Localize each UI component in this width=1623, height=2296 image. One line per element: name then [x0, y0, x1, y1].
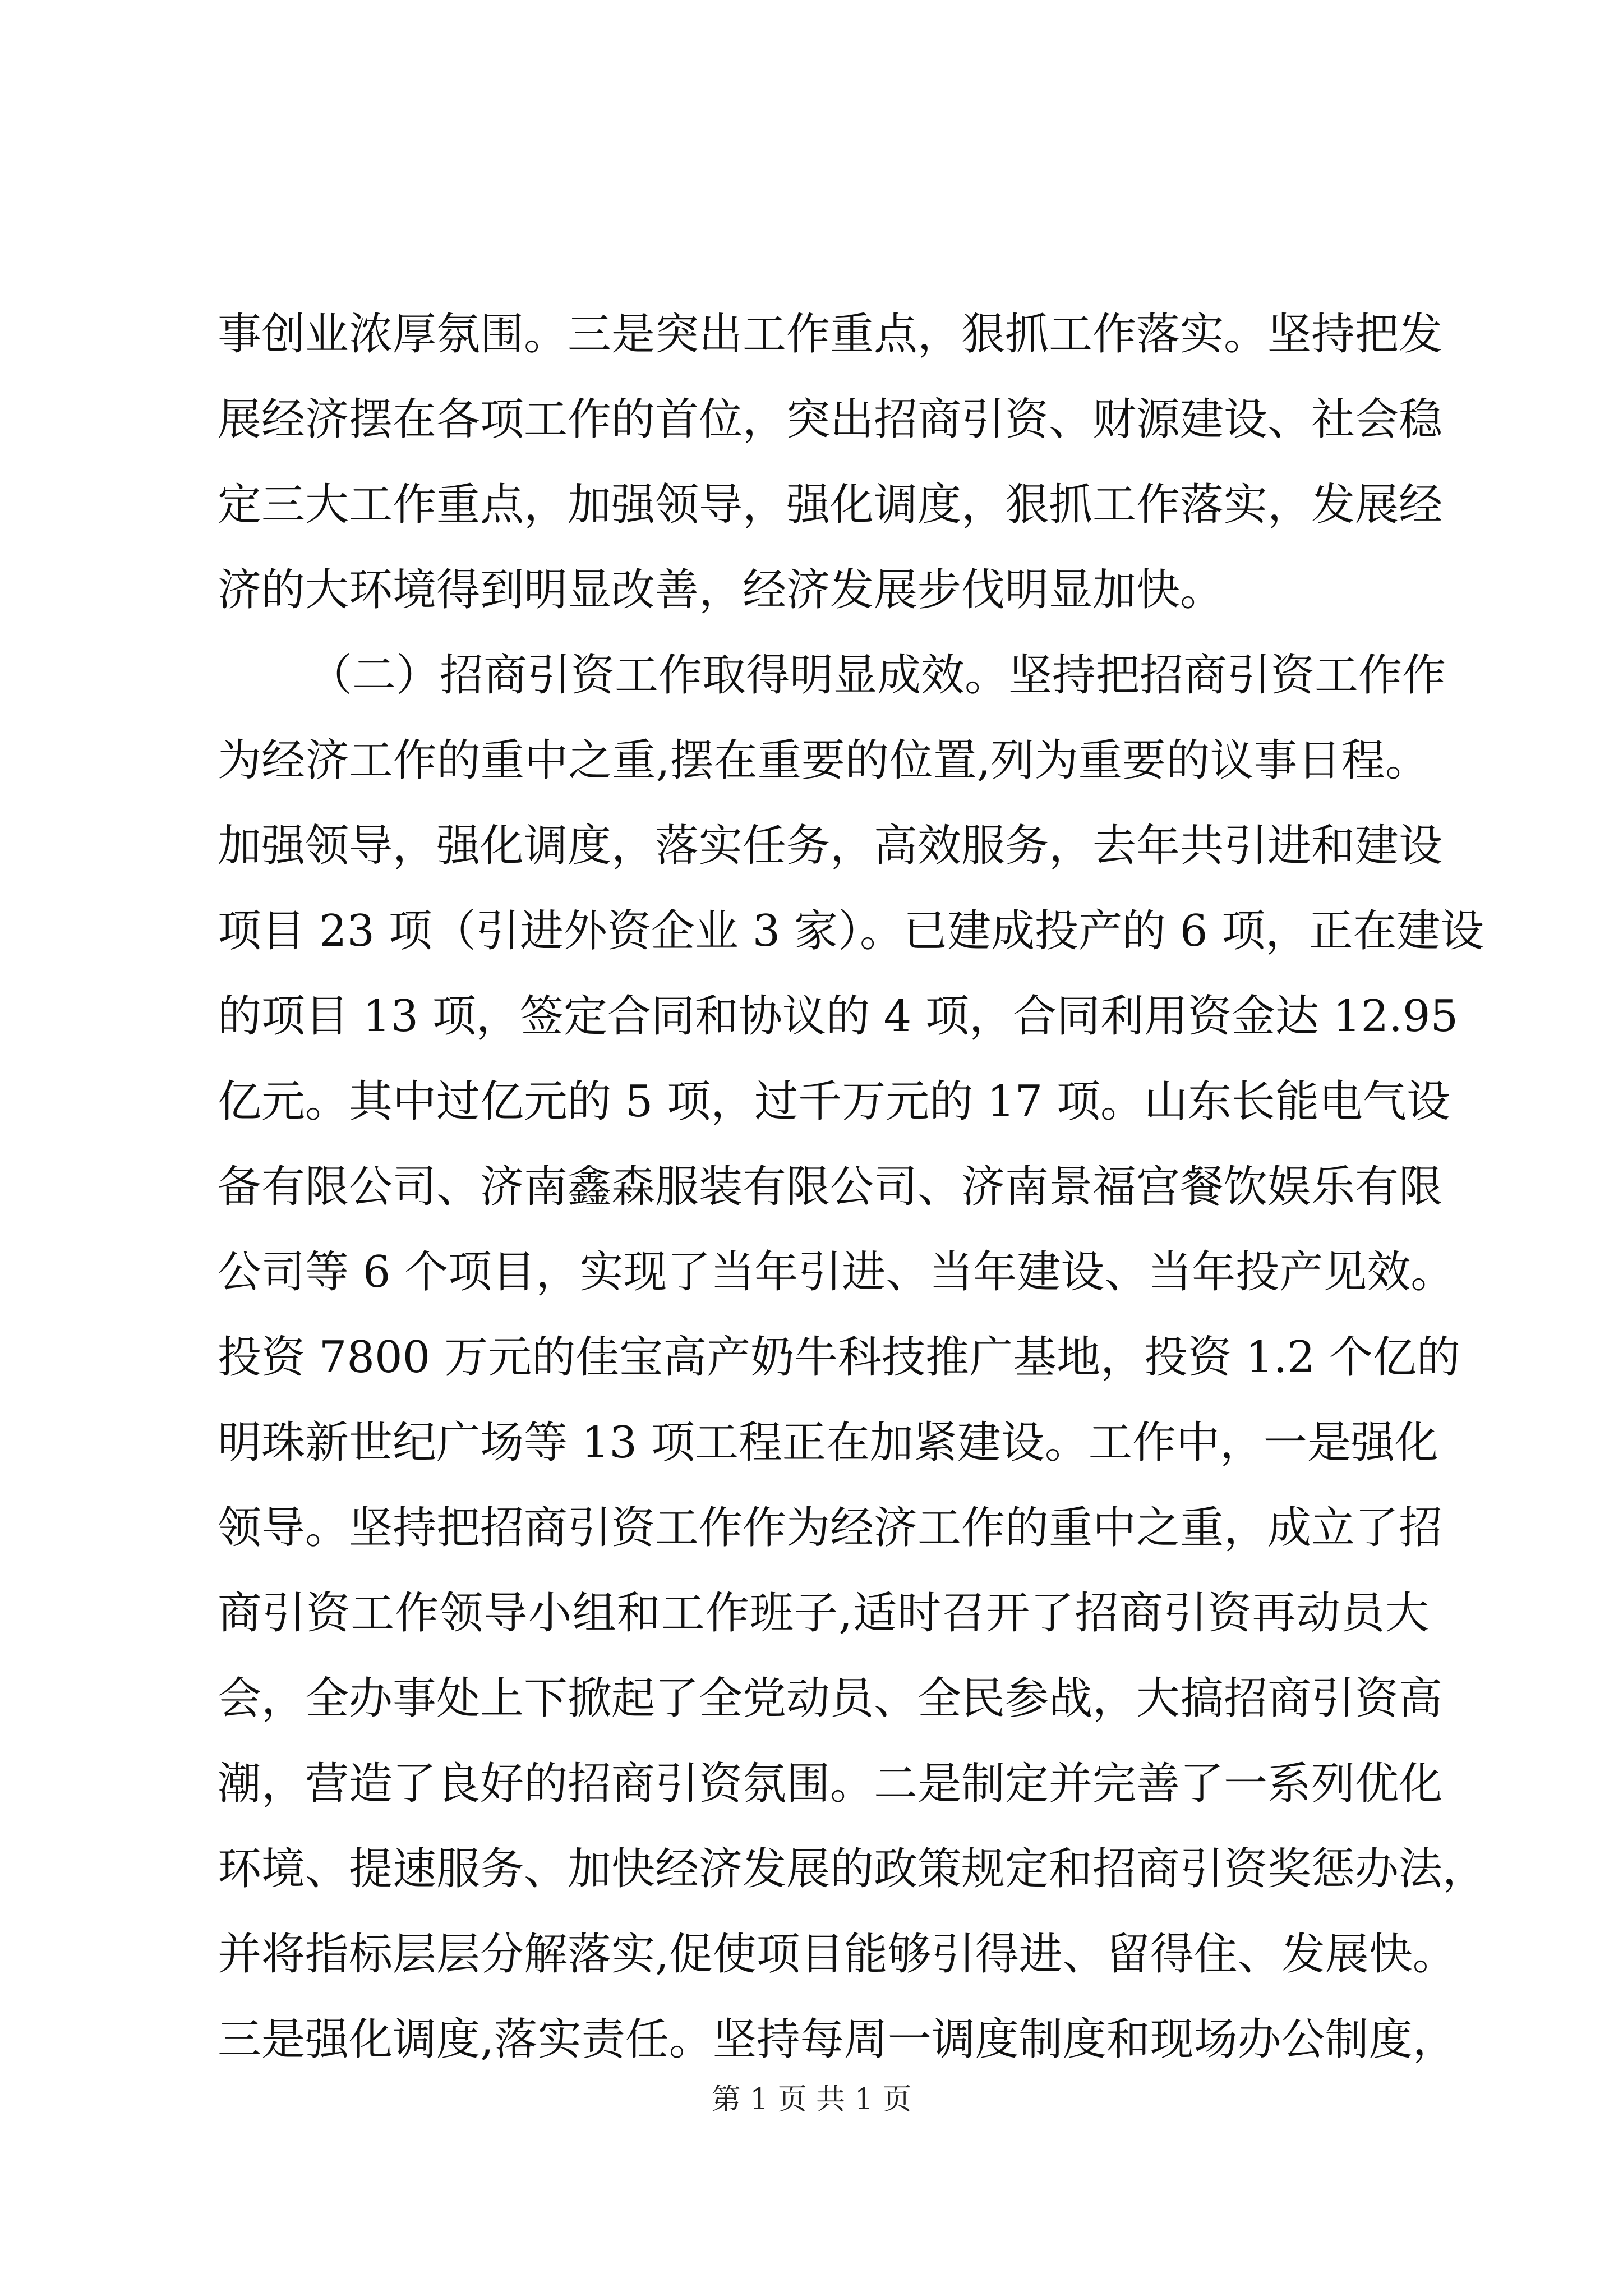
text-line: 领导。坚持把招商引资工作作为经济工作的重中之重，成立了招 — [218, 1503, 1443, 1553]
text-line: （二）招商引资工作取得明显成效。坚持把招商引资工作作 — [308, 650, 1446, 701]
document-body — [218, 292, 1487, 2082]
text-line: 为经济工作的重中之重,摆在重要的位置,列为重要的议事日程。 — [218, 735, 1429, 786]
text-line: 定三大工作重点，加强领导，强化调度，狠抓工作落实，发展经 — [218, 480, 1443, 530]
text-line: 并将指标层层分解落实,促使项目能够引得进、留得住、发展快。 — [218, 1929, 1456, 1980]
text-line: 明珠新世纪广场等 13 项工程正在加紧建设。工作中，一是强化 — [218, 1418, 1438, 1468]
text-line: 备有限公司、济南鑫森服装有限公司、济南景福宫餐饮娱乐有限 — [218, 1162, 1443, 1212]
text-line: 的项目 13 项，签定合同和协议的 4 项，合同利用资金达 12.95 — [218, 991, 1459, 1042]
text-line: 潮，营造了良好的招商引资氛围。二是制定并完善了一系列优化 — [218, 1759, 1443, 1809]
text-line: 投资 7800 万元的佳宝高产奶牛科技推广基地，投资 1.2 个亿的 — [218, 1332, 1460, 1383]
text-line: 公司等 6 个项目，实现了当年引进、当年建设、当年投产见效。 — [218, 1247, 1455, 1297]
text-line: 济的大环境得到明显改善，经济发展步伐明显加快。 — [218, 565, 1224, 615]
text-line: 商引资工作领导小组和工作班子,适时召开了招商引资再动员大 — [218, 1588, 1429, 1639]
text-line: 项目 23 项（引进外资企业 3 家）。已建成投产的 6 项，正在建设 — [218, 906, 1484, 956]
text-line: 三是强化调度,落实责任。坚持每周一调度制度和现场办公制度， — [218, 2014, 1456, 2065]
text-line: 事创业浓厚氛围。三是突出工作重点，狠抓工作落实。坚持把发 — [218, 309, 1443, 360]
text-line: 加强领导，强化调度，落实任务，高效服务，去年共引进和建设 — [218, 821, 1443, 871]
text-line: 会，全办事处上下掀起了全党动员、全民参战，大搞招商引资高 — [218, 1673, 1443, 1724]
page-number-footer: 第 1 页 共 1 页 — [711, 2083, 912, 2116]
text-line: 亿元。其中过亿元的 5 项，过千万元的 17 项。山东长能电气设 — [218, 1076, 1451, 1127]
paragraph-2 — [218, 633, 1487, 2082]
paragraph-1 — [218, 292, 1443, 633]
text-line: 环境、提速服务、加快经济发展的政策规定和招商引资奖惩办法， — [218, 1844, 1487, 1894]
text-line: 展经济摆在各项工作的首位，突出招商引资、财源建设、社会稳 — [218, 394, 1443, 445]
